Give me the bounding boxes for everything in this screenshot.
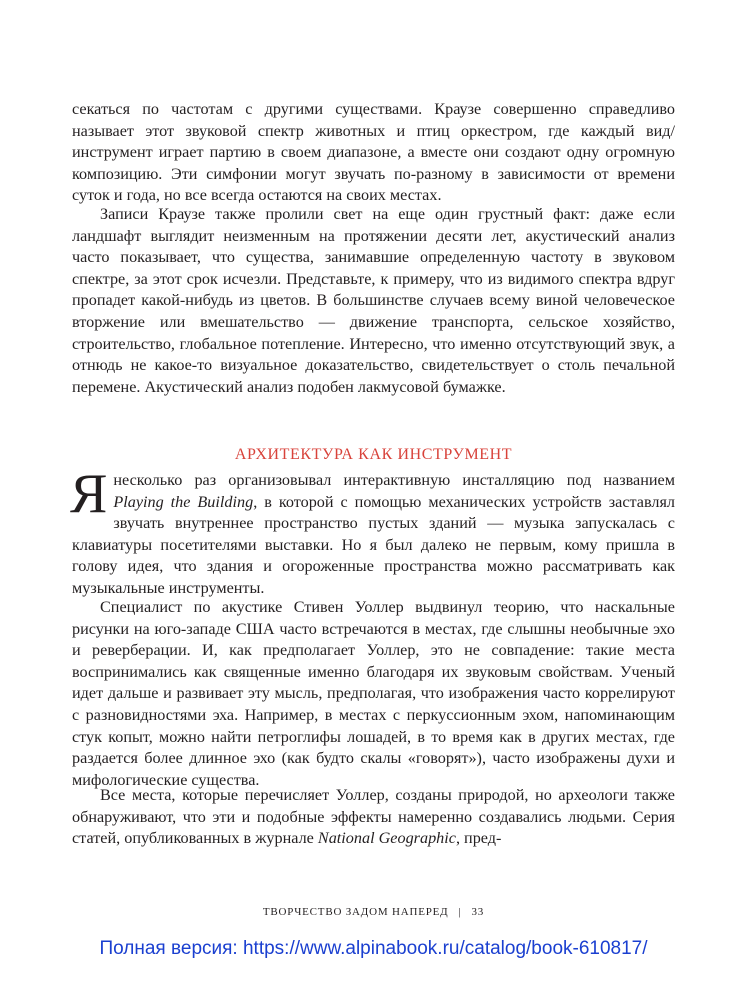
section-heading: АРХИТЕКТУРА КАК ИНСТРУМЕНТ: [234, 446, 513, 463]
body-text-continued: [72, 99, 675, 207]
paragraph: Специалист по акустике Стивен Уоллер выдвинул теорию, что наскальные рисунки на юго-западе США часто встречаются в местах, где слышны необычные эхо и реверберации. И, как предполагает Уоллер, это не совпадение: такие места воспринимались как священные именно благодаря их звуковым свойствам. Ученый идет дальше и развивает эту мысль, предполагая, что изображения часто коррелируют с разновидностями эха. Например, в местах с перкуссионным эхом, напоминающим стук копыт, можно найти петроглифы лошадей, в то время как в других местах, где раздается более длинное эхо (как будто скалы «говорят»), часто изображены духи и мифологические существа.: [72, 598, 675, 789]
text-run: , в которой с помощью механических устройств заставлял звучать внутреннее пространство пустых зданий — музыка запускалась с клавиатуры посетителями выставки. Но я был далеко не первым, кому пришла в голову идея, что здания и огороженные пространства можно рассматривать как музыкальные инструменты.: [72, 492, 675, 597]
footer-separator: |: [458, 906, 462, 918]
text-run: Все места, которые перечисляет Уоллер, созданы природой, но археологи также обнаруживают, что эти и подобные эффекты намеренно создавались людьми. Серия статей, опубликованных в журнале: [72, 786, 675, 848]
running-title: ТВОРЧЕСТВО ЗАДОМ НАПЕРЕД: [262, 906, 449, 918]
body-text: [72, 204, 675, 398]
drop-cap: Я: [70, 463, 108, 525]
page-footer: [0, 906, 747, 918]
text-run: , пред-: [455, 829, 502, 848]
body-text-with-dropcap: [70, 463, 675, 600]
paragraph: [70, 463, 675, 600]
page-number: 33: [471, 906, 485, 918]
paragraph: [72, 785, 675, 850]
body-text: [72, 597, 675, 791]
paragraph: секаться по частотам с другими существами. Краузе совершенно справедливо называет этот звуковой спектр животных и птиц оркестром, где каждый вид/инструмент играет партию в своем диапазоне, а вместе они создают одну огромную композицию. Эти симфонии могут звучать по-разному в зависимости от времени суток и года, но все всегда остаются на своих местах.: [72, 100, 675, 205]
body-text: [72, 785, 675, 850]
magazine-title: National Geographic: [317, 829, 456, 848]
text-run: несколько раз организовывал интерактивную инсталляцию под названием: [113, 471, 675, 489]
full-version-link[interactable]: Полная версия: https://www.alpinabook.ru/catalog/book-610817/: [99, 938, 648, 959]
installation-title: Playing the Building: [113, 492, 254, 511]
paragraph: Записи Краузе также пролили свет на еще один грустный факт: даже если ландшафт выглядит неизменным на протяжении десяти лет, акустический анализ часто показывает, что существа, занимавшие определенную частоту в звуковом спектре, за этот срок исчезли. Представьте, к примеру, что из видимого спектра вдруг пропадет какой-нибудь из цветов. В большинстве случаев всему виной человеческое вторжение или вмешательство — движение транспорта, сельское хозяйство, строительство, глобальное потепление. Интересно, что именно отсутствующий звук, а отнюдь не какое-то визуальное доказательство, свидетельствует о столь печальной перемене. Акустический анализ подобен лакмусовой бумажке.: [72, 205, 675, 396]
